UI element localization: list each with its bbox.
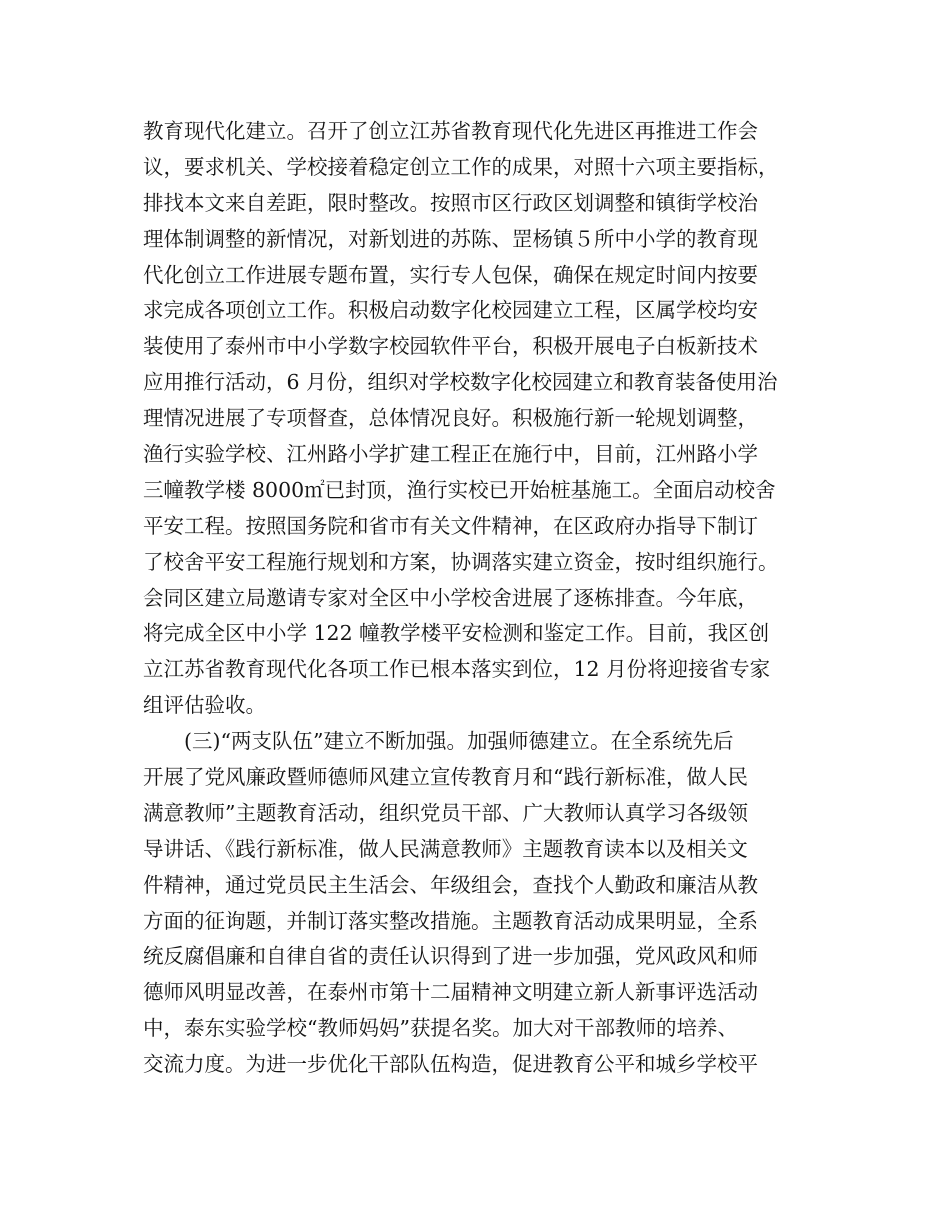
paragraph-1 bbox=[143, 114, 823, 724]
paragraph-line: 议，要求机关、学校接着稳定创立工作的成果，对照十六项主要指标， bbox=[143, 154, 779, 179]
paragraph-line: 件精神，通过党员民主生活会、年级组会，查找个人勤政和廉洁从教 bbox=[143, 872, 758, 897]
paragraph-2 bbox=[143, 724, 823, 1083]
paragraph-line: 三幢教学楼 8000㎡已封顶，渔行实校已开始桩基施工。全面启动校舍 bbox=[143, 477, 776, 502]
paragraph-line: 排找本文来自差距，限时整改。按照市区行政区划调整和镇街学校治 bbox=[143, 190, 758, 215]
paragraph-line: 方面的征询题，并制订落实整改措施。主题教育活动成果明显，全系 bbox=[143, 908, 758, 933]
paragraph-line: 装使用了泰州市中小学数字校园软件平台，积极开展电子白板新技术 bbox=[143, 334, 758, 359]
paragraph-line: 开展了党风廉政暨师德师风建立宣传教育月和“践行新标准，做人民 bbox=[143, 765, 748, 790]
paragraph-line: 渔行实验学校、江州路小学扩建工程正在施行中，目前，江州路小学 bbox=[143, 442, 758, 467]
paragraph-line: 理体制调整的新情况，对新划进的苏陈、罡杨镇５所中小学的教育现 bbox=[143, 226, 758, 251]
paragraph-line: 教育现代化建立。召开了创立江苏省教育现代化先进区再推进工作会 bbox=[143, 119, 758, 143]
paragraph-line: 中，泰东实验学校“教师妈妈”获提名奖。加大对干部教师的培养、 bbox=[143, 1016, 738, 1041]
paragraph-line: 代化创立工作进展专题布置，实行专人包保，确保在规定时间内按要 bbox=[143, 262, 758, 287]
paragraph-line: 了校舍平安工程施行规划和方案，协调落实建立资金，按时组织施行。 bbox=[143, 549, 779, 574]
paragraph-line: 组评估验收。 bbox=[143, 693, 266, 718]
paragraph-line: 满意教师”主题教育活动，组织党员干部、广大教师认真学习各级领 bbox=[143, 800, 748, 825]
paragraph-line: 应用推行活动，6 月份，组织对学校数字化校园建立和教育装备使用治 bbox=[143, 370, 778, 395]
paragraph-line: 立江苏省教育现代化各项工作已根本落实到位，12 月份将迎接省专家 bbox=[143, 657, 771, 682]
paragraph-line: 理情况进展了专项督查，总体情况良好。积极施行新一轮规划调整， bbox=[143, 406, 758, 431]
document-body bbox=[143, 114, 823, 1083]
paragraph-line: 将完成全区中小学 122 幢教学楼平安检测和鉴定工作。目前，我区创 bbox=[143, 621, 770, 646]
paragraph-line: 求完成各项创立工作。积极启动数字化校园建立工程，区属学校均安 bbox=[143, 298, 758, 323]
paragraph-line: 平安工程。按照国务院和省市有关文件精神，在区政府办指导下制订 bbox=[143, 513, 758, 538]
paragraph-line: 会同区建立局邀请专家对全区中小学校舍进展了逐栋排查。今年底， bbox=[143, 585, 758, 610]
paragraph-line: 导讲话、《践行新标准，做人民满意教师》主题教育读本以及相关文 bbox=[143, 836, 748, 861]
paragraph-line: 德师风明显改善，在泰州市第十二届精神文明建立新人新事评选活动 bbox=[143, 980, 758, 1005]
paragraph-line: 统反腐倡廉和自律自省的责任认识得到了进一步加强，党风政风和师 bbox=[143, 944, 758, 969]
section-heading-line: (三)“两支队伍”建立不断加强。加强师德建立。在全系统先后 bbox=[184, 729, 734, 754]
paragraph-line: 交流力度。为进一步优化干部队伍构造，促进教育公平和城乡学校平 bbox=[143, 1052, 758, 1077]
